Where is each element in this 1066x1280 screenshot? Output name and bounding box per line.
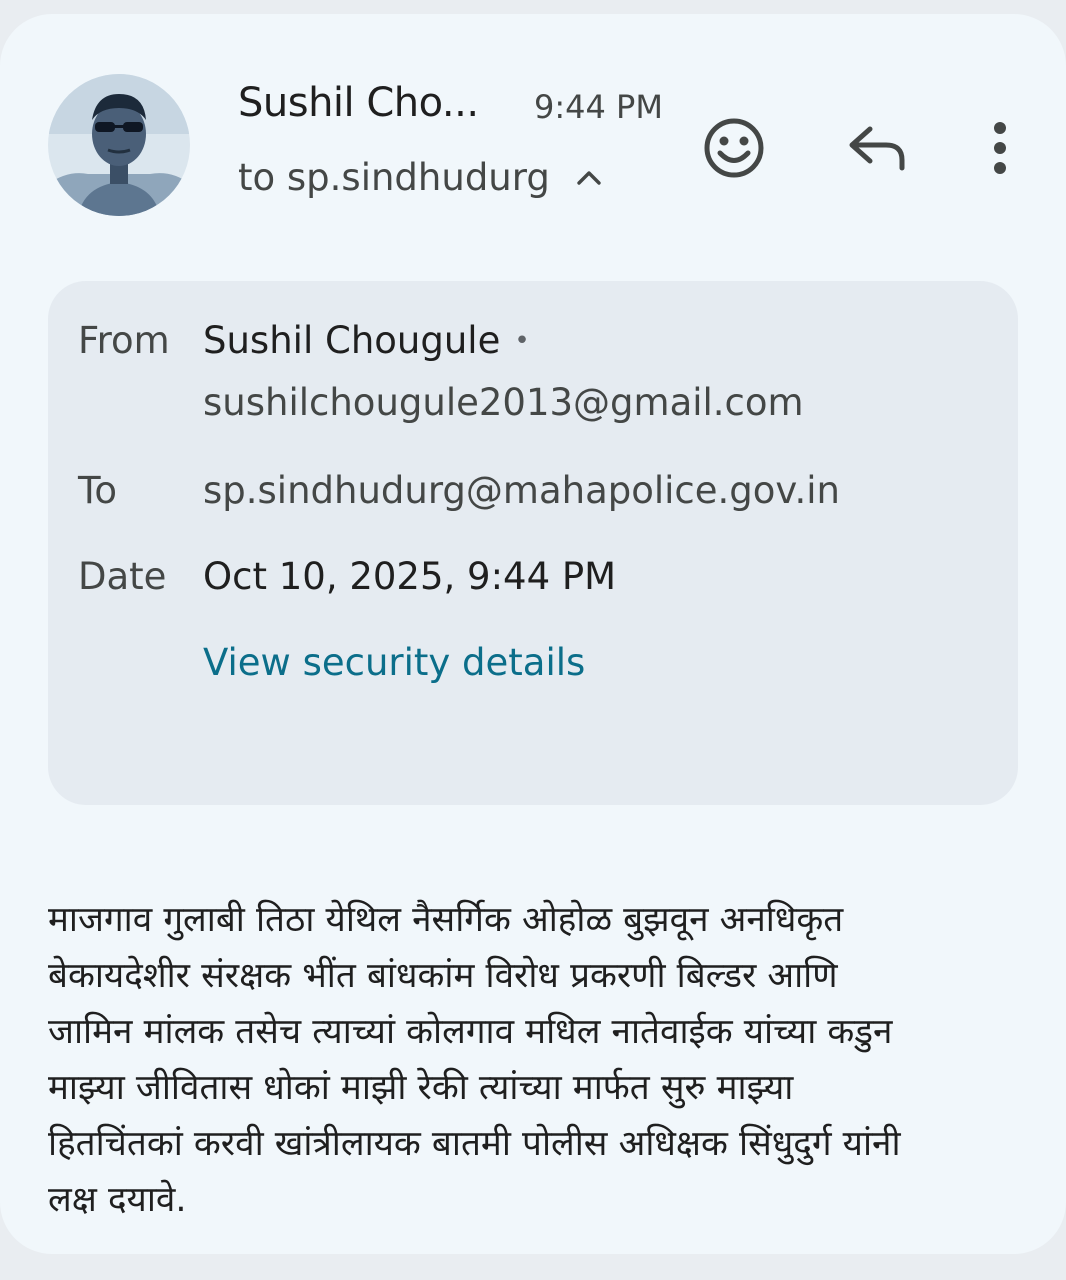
- body-line: बेकायदेशीर संरक्षक भींत बांधकांम विरोध प्रकरणी बिल्डर आणि: [48, 956, 838, 996]
- from-label: From: [78, 319, 170, 362]
- from-email[interactable]: sushilchougule2013@gmail.com: [203, 381, 804, 424]
- smiley-face-icon[interactable]: [700, 114, 768, 182]
- email-card: [0, 14, 1066, 1254]
- date-value: Oct 10, 2025, 9:44 PM: [203, 555, 617, 598]
- date-label: Date: [78, 555, 167, 598]
- chevron-up-icon[interactable]: [576, 170, 602, 186]
- from-line: [203, 319, 530, 362]
- separator-dot: •: [514, 326, 530, 356]
- to-label: To: [78, 469, 117, 512]
- recipient-summary: to sp.sindhudurg: [238, 156, 550, 199]
- reply-arrow-icon[interactable]: [842, 116, 912, 180]
- sender-name[interactable]: Sushil Cho...: [238, 80, 479, 126]
- message-time: 9:44 PM: [534, 88, 663, 126]
- sender-avatar[interactable]: [48, 74, 190, 216]
- body-line: जामिन मांलक तसेच त्याच्यां कोलगाव मधिल नातेवाईक यांच्या कडुन: [48, 1012, 893, 1052]
- body-line: लक्ष दयावे.: [48, 1180, 187, 1220]
- view-security-details-link[interactable]: View security details: [203, 641, 586, 684]
- to-email[interactable]: sp.sindhudurg@mahapolice.gov.in: [203, 469, 840, 512]
- message-body: [48, 892, 1033, 1228]
- body-line: माजगाव गुलाबी तिठा येथिल नैसर्गिक ओहोळ बुझवून अनधिकृत: [48, 900, 844, 940]
- from-name: Sushil Chougule: [203, 319, 501, 362]
- body-line: हितचिंतकां करवी खांत्रीलायक बातमी पोलीस अधिक्षक सिंधुदुर्ग यांनी: [48, 1124, 901, 1164]
- vertical-dots-icon[interactable]: [980, 114, 1020, 182]
- recipient-toggle[interactable]: [238, 156, 602, 199]
- message-details-panel: [48, 281, 1018, 805]
- body-line: माझ्या जीवितास धोकां माझी रेकी त्यांच्या मार्फत सुरु माझ्या: [48, 1068, 794, 1108]
